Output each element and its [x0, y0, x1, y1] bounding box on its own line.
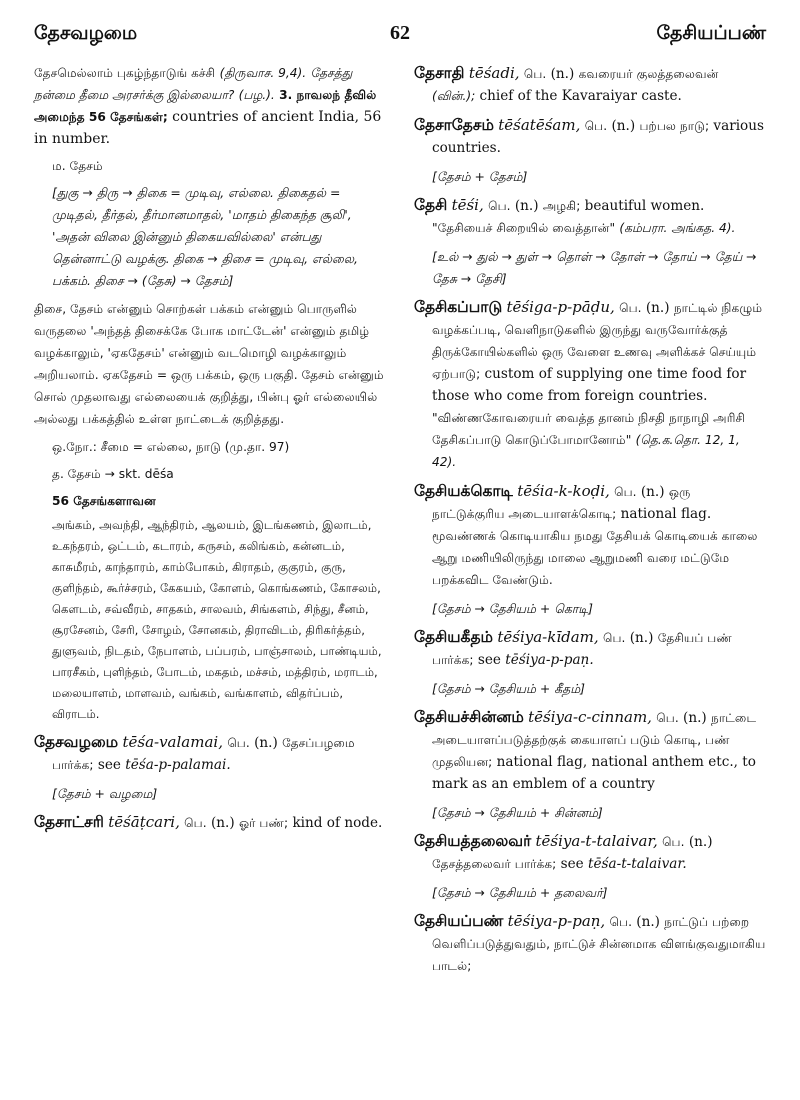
dictionary-entry: [414, 194, 766, 239]
compare-note: ஒ.நோ.: சீமை = எல்லை, நாடு (மு.தா. 97): [52, 440, 290, 454]
headword: தேசி: [414, 196, 448, 214]
definition-en: various countries.: [432, 118, 764, 156]
page-number: 62: [390, 22, 410, 44]
headword: தேசியச்சின்னம்: [414, 708, 524, 726]
definition-en: see: [97, 757, 121, 773]
transliteration: tēśadi,: [468, 64, 520, 82]
dictionary-entry: [414, 910, 766, 977]
headword: தேசியகீதம்: [414, 628, 494, 646]
part-of-speech-en: (n.): [254, 735, 278, 751]
part-of-speech: பெ.: [584, 119, 608, 133]
transliteration: tēśatēśam,: [498, 116, 581, 134]
quotation: "விண்ணகோவரையர் வைத்த தானம் நிசதி நாநாழி அரிசி தேசிகப்பாடு கொடுப்போமானோம்": [432, 411, 746, 447]
left-column: [34, 62, 386, 984]
definition-ta: தேசத்தலைவர் பார்க்க;: [432, 857, 557, 871]
part-of-speech-en: (n.): [640, 484, 665, 500]
part-of-speech-en: (n.): [645, 300, 670, 316]
transliteration: tēśiya-c-cinnam,: [528, 708, 652, 726]
definition-ta: பற்பல நாடு;: [639, 119, 710, 133]
sanskrit-note: த. தேசம் → skt. dēśa: [52, 467, 174, 481]
sense-definition-en: countries of ancient India, 56 in number.: [34, 109, 382, 147]
see-reference: tēśa-p-palamai.: [125, 757, 231, 773]
part-of-speech: பெ.: [609, 915, 632, 929]
transliteration: tēśiya-t-talaivar,: [535, 832, 658, 850]
transliteration: tēśi,: [451, 196, 484, 214]
part-of-speech: பெ.: [523, 67, 547, 81]
transliteration: tēśiya-kīdam,: [497, 628, 599, 646]
part-of-speech: பெ.: [619, 301, 642, 315]
part-of-speech-en: (n.): [514, 198, 539, 214]
etymology: [துகு → திரு → திகை = முடிவு, எல்லை. திகைதல் = முடிதல், தீர்தல், தீர்மானமாதல், 'மாதம் திகைந்த சூலி', 'அதன் விலை இன்னும் திகையவில்லை' என்பது தென்னாட்டு வழக்கு. திகை → திசை = முடிவு, எல்லை, பக்கம். திசை → (தேசு) → தேசம்]: [52, 185, 358, 288]
see-reference: tēśiya-p-paṇ.: [505, 652, 594, 668]
definition-ta: நாட்டை அடையாளப்படுத்தற்குக் கையாளப் படும் கொடி, பண் முதலியன;: [432, 711, 757, 769]
transliteration: tēśia-k-koḍi,: [517, 482, 610, 500]
quotation: "தேசியைச் சிறையில் வைத்தான்": [432, 221, 616, 235]
definition-en: see: [560, 856, 584, 872]
part-of-speech: பெ.: [662, 835, 685, 849]
usage-note: திசை, தேசம் என்னும் சொற்கள் பக்கம் என்னும் பொருளில் வருதலை 'அந்தத் திசைக்கே போக மாட்டேன்' என்னும் தமிழ் வழக்காலும், 'ஏகதேசம்' என்னும் வடமொழி வழக்காலும் அறியலாம். ஏகதேசம் = ஒரு பக்கம், ஒரு பகுதி. தேசம் என்னும் சொல் முதலாவது எல்லையைக் குறித்து, பின்பு ஓர் எல்லையில் அல்லது பக்கத்தில் உள்ள நாட்டைக் குறித்தது.: [34, 302, 384, 426]
dictionary-entry: [414, 626, 766, 671]
definition-ta: ஒரு நாட்டுக்குரிய அடையாளக்கொடி;: [432, 485, 691, 521]
headword: தேசியத்தலைவர்: [414, 832, 532, 850]
dictionary-entry: [414, 62, 766, 107]
headword: தேசாதேசம்: [414, 116, 494, 134]
definition-en: chief of the Kavaraiyar caste.: [479, 88, 682, 104]
part-of-speech-en: (n.): [629, 630, 654, 646]
dictionary-entry: [414, 830, 766, 875]
definition-en: national flag, national anthem etc., to mark as an emblem of a country: [432, 754, 756, 792]
part-of-speech: பெ.: [602, 631, 626, 645]
transliteration: tēśiga-p-pāḍu,: [506, 298, 615, 316]
definition-ta: அழகி;: [542, 199, 581, 213]
dictionary-entry: [414, 296, 766, 473]
header-last-word: தேசியப்பண்: [656, 22, 766, 44]
sense-definition-ta: 3. நாவலந் தீவில் அமைந்த 56 தேசங்கள்;: [34, 88, 377, 124]
part-of-speech: பெ.: [656, 711, 679, 725]
definition-en: beautiful women.: [584, 198, 705, 214]
part-of-speech-en: (n.): [550, 66, 575, 82]
part-of-speech-en: (n.): [210, 815, 235, 831]
part-of-speech: பெ.: [488, 199, 511, 213]
definition-ta: தேசியப் பண் பார்க்க;: [432, 631, 732, 667]
definition-ta: தேசப்பழமை பார்க்க;: [52, 736, 355, 772]
usage-example: தேசத்து நன்மை தீமை அரசர்க்கு இல்லையா?: [34, 66, 353, 102]
part-of-speech: பெ.: [614, 485, 637, 499]
dictionary-entry: [34, 731, 386, 776]
citation: (திருவாச. 9,4).: [219, 66, 307, 80]
dictionary-entry: [34, 811, 386, 834]
definition-en: custom of supplying one time food for those who come from foreign countries.: [432, 366, 747, 404]
dictionary-entry: [414, 114, 766, 159]
dictionary-entry: [414, 480, 766, 591]
definition-ta: நாட்டில் நிகழும் வழக்கப்படி, வெளிநாடுகளில் இருந்து வருவோர்க்குத் திருக்கோயில்களில் ஒரு வேளை உணவு அளிக்கச் செய்யும் ஏற்பாடு;: [432, 301, 763, 381]
dictionary-entry: [414, 706, 766, 795]
etymology: [தேசம் → தேசியம் + கீதம்]: [432, 681, 586, 696]
headword: தேசியக்கொடி: [414, 482, 513, 500]
etymology: [தேசம் + வழமை]: [52, 786, 158, 801]
definition-ta: நாட்டுப் பற்றை வெளிப்படுத்துவதும், நாட்டுச் சின்னமாக விளங்குவதுமாகிய பாடல்;: [432, 915, 766, 973]
usage-example: தேசமெல்லாம் புகழ்ந்தாடுங் கச்சி: [34, 66, 216, 80]
part-of-speech-en: (n.): [683, 710, 707, 726]
etymology: [தேசம் → தேசியம் + சின்னம்]: [432, 805, 603, 820]
transliteration: tēśāṭcari,: [108, 813, 180, 831]
headword: தேசியப்பண்: [414, 912, 504, 930]
etymology: [உல் → துல் → துள் → தொள் → தோள் → தோய் → தேய் → தேசு → தேசி]: [432, 249, 757, 286]
continued-entry: [34, 62, 386, 150]
etymology: [தேசம் → தேசியம் + கொடி]: [432, 601, 593, 616]
definition-en: see: [477, 652, 501, 668]
transliteration: tēśiya-p-paṇ,: [507, 912, 606, 930]
part-of-speech-en: (n.): [636, 914, 660, 930]
etymology: [தேசம் + தேசம்]: [432, 169, 528, 184]
etymology: [தேசம் → தேசியம் + தலைவர்]: [432, 885, 608, 900]
headword: தேசவழமை: [34, 733, 119, 751]
part-of-speech: பெ.: [184, 816, 207, 830]
definition-en: kind of node.: [292, 815, 383, 831]
header-first-word: தேசவழமை: [34, 22, 138, 44]
citation: (தெ.க.தொ. 12, 1, 42).: [432, 433, 740, 469]
part-of-speech-en: (n.): [611, 118, 636, 134]
malayalam-cognate: ம. தேசம்: [52, 159, 103, 173]
right-column: [414, 62, 766, 984]
part-of-speech-en: (n.): [688, 834, 713, 850]
see-reference: tēśa-t-talaivar.: [588, 856, 687, 872]
page-header: [34, 22, 766, 62]
country-list: அங்கம், அவந்தி, ஆந்திரம், ஆலயம், இடங்கணம், இலாடம், உகந்தரம், ஒட்டம், கடாரம், கருசம், கலிங்கம், கன்னடம், காசுமீரம், காந்தாரம், காம்போகம், கிராதம், குகுரம், குரு, குளிந்தம், கூர்ச்சரம், கேகயம், கோளம், கொங்கணம், கோசலம், கௌடம், சவ்வீரம், சாதகம், சாலவம், சிங்களம், சிந்து, சீனம், சூரசேனம், சேரி, சோழம், சோனகம், திராவிடம், திரிகர்த்தம், துளுவம், நிடதம், நேபாளம், பப்பரம், பாஞ்சாலம், பாண்டியம், பாரசீகம், புளிந்தம், போடம், மகதம், மச்சம், மத்திரம், மராடம், மலையாளம், மாளவம், வங்கம், வங்காளம், விதர்ப்பம், விராடம்.: [52, 518, 382, 721]
citation: (கம்பரா. அங்கத. 4).: [619, 221, 736, 235]
definition-en: national flag.: [620, 506, 712, 522]
transliteration: tēśa-valamai,: [122, 733, 223, 751]
citation: (பழ.).: [238, 88, 275, 102]
list-heading: 56 தேசங்களாவன: [52, 494, 156, 508]
headword: தேசாட்சரி: [34, 813, 104, 831]
headword: தேசாதி: [414, 64, 465, 82]
usage-note: மூவண்ணக் கொடியாகிய நமது தேசியக் கொடியைக் காலை ஆறு மணியிலிருந்து மாலை ஆறுமணி வரை மட்டுமே பறக்கவிட வேண்டும்.: [432, 529, 758, 587]
citation: (வின்.);: [432, 89, 476, 103]
definition-ta: கவரையர் குலத்தலைவன்: [578, 67, 719, 81]
part-of-speech: பெ.: [227, 736, 250, 750]
definition-ta: ஓர் பண்;: [238, 816, 289, 830]
headword: தேசிகப்பாடு: [414, 298, 503, 316]
two-column-body: [34, 62, 766, 984]
